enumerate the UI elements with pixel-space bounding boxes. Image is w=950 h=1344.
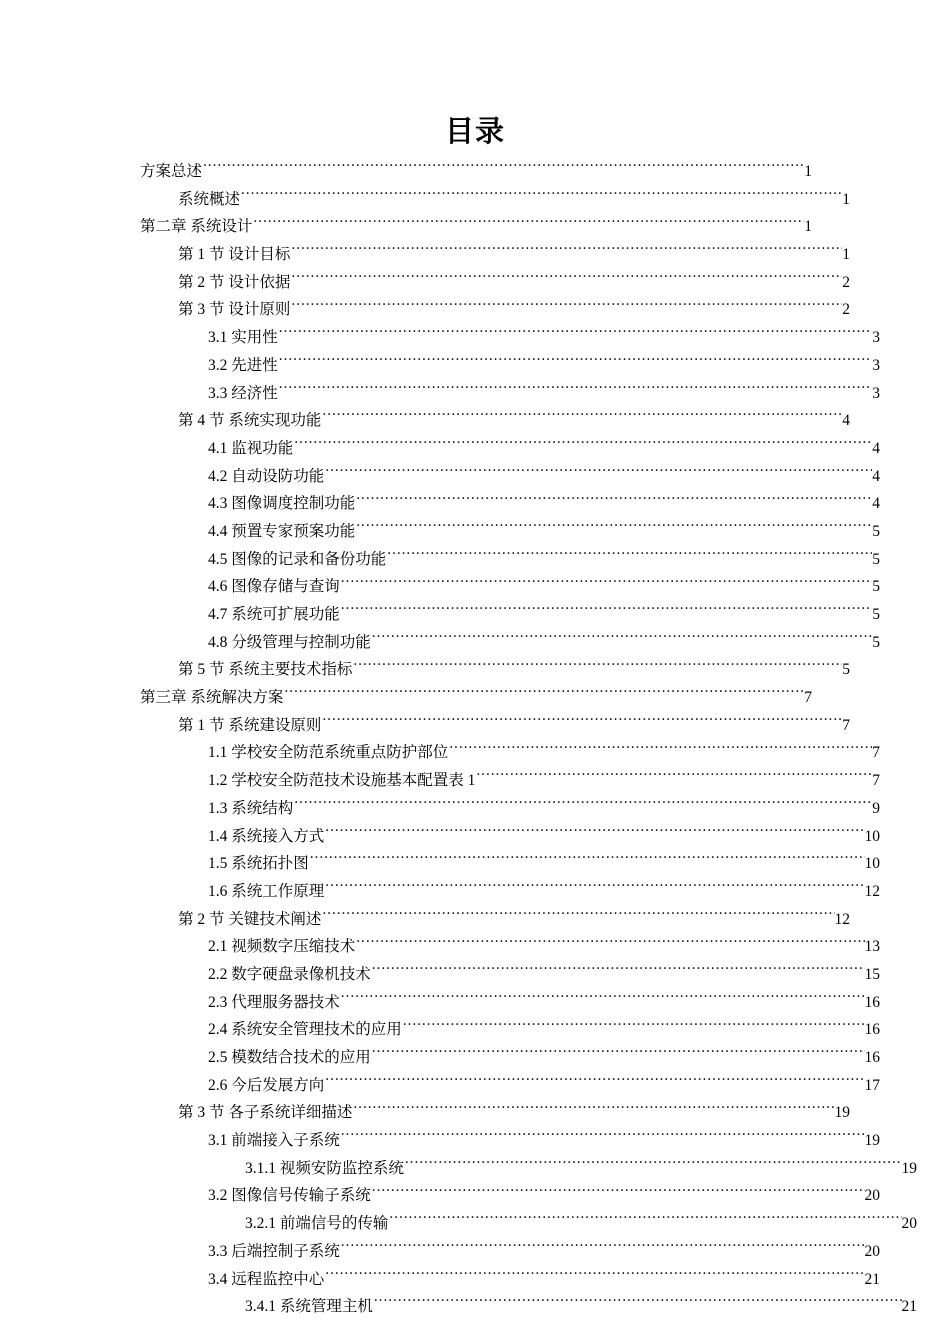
toc-entry[interactable] bbox=[208, 933, 880, 961]
toc-entry-label: 第 3 节 各子系统详细描述 bbox=[178, 1104, 353, 1122]
toc-entry[interactable] bbox=[178, 241, 850, 269]
toc-entry[interactable] bbox=[208, 1072, 880, 1100]
toc-leader-dots bbox=[356, 936, 864, 952]
toc-entry-label: 4.8 分级管理与控制功能 bbox=[208, 633, 371, 651]
toc-leader-dots bbox=[372, 1047, 865, 1063]
toc-entry[interactable] bbox=[245, 1210, 917, 1238]
toc-leader-dots bbox=[279, 327, 872, 343]
toc-entry[interactable] bbox=[245, 1293, 917, 1321]
toc-entry-label: 第 5 节 系统主要技术指标 bbox=[178, 661, 353, 679]
toc-entry-page-number: 17 bbox=[864, 1076, 880, 1094]
toc-entry-label: 方案总述 bbox=[140, 163, 203, 180]
toc-entry[interactable] bbox=[208, 435, 880, 463]
toc-leader-dots bbox=[353, 1102, 834, 1118]
toc-leader-dots bbox=[341, 991, 865, 1007]
toc-entry-page-number: 7 bbox=[842, 716, 850, 734]
toc-entry[interactable] bbox=[178, 712, 850, 740]
toc-entry-page-number: 21 bbox=[901, 1298, 917, 1316]
toc-entry-page-number: 5 bbox=[872, 550, 880, 568]
toc-entry-page-number: 3 bbox=[872, 329, 880, 347]
toc-leader-dots bbox=[279, 382, 872, 398]
toc-entry[interactable] bbox=[178, 296, 850, 324]
toc-entry-label: 3.1 前端接入子系统 bbox=[208, 1132, 340, 1150]
toc-entry-page-number: 1 bbox=[842, 246, 850, 264]
toc-entry-page-number: 4 bbox=[842, 412, 850, 430]
toc-entry[interactable] bbox=[208, 739, 880, 767]
toc-entry-label: 2.3 代理服务器技术 bbox=[208, 993, 340, 1011]
toc-entry-page-number: 5 bbox=[872, 606, 880, 623]
toc-leader-dots bbox=[341, 576, 872, 592]
toc-entry-label: 4.7 系统可扩展功能 bbox=[208, 606, 340, 623]
toc-entry-label: 4.3 图像调度控制功能 bbox=[208, 495, 356, 513]
toc-entry-page-number: 4 bbox=[872, 495, 880, 513]
toc-leader-dots bbox=[294, 797, 872, 813]
toc-entry-label: 1.3 系统结构 bbox=[208, 799, 294, 817]
toc-entry[interactable] bbox=[178, 1099, 850, 1127]
toc-entry-page-number: 2 bbox=[842, 273, 850, 291]
toc-leader-dots bbox=[341, 1240, 865, 1256]
toc-entry-label: 1.2 学校安全防范技术设施基本配置表 1 bbox=[208, 772, 476, 790]
toc-entry[interactable] bbox=[208, 850, 880, 878]
toc-leader-dots bbox=[374, 1296, 902, 1312]
toc-entry[interactable] bbox=[208, 1182, 880, 1210]
toc-entry-page-number: 12 bbox=[864, 882, 880, 900]
toc-entry-label: 第 4 节 系统实现功能 bbox=[178, 412, 322, 430]
toc-entry-label: 1.4 系统接入方式 bbox=[208, 827, 325, 845]
toc-leader-dots bbox=[341, 604, 872, 620]
toc-entry[interactable] bbox=[208, 1044, 880, 1072]
toc-leader-dots bbox=[291, 271, 842, 287]
toc-leader-dots bbox=[353, 659, 842, 675]
toc-entry[interactable] bbox=[208, 380, 880, 408]
toc-entry-page-number: 16 bbox=[864, 1049, 880, 1066]
toc-entry[interactable] bbox=[208, 518, 880, 546]
toc-leader-dots bbox=[325, 1268, 864, 1284]
toc-leader-dots bbox=[203, 161, 804, 177]
toc-entry-page-number: 16 bbox=[864, 993, 880, 1011]
toc-entry-label: 3.2.1 前端信号的传输 bbox=[245, 1215, 389, 1233]
toc-entry-page-number: 16 bbox=[864, 1021, 880, 1039]
toc-entry-label: 3.4 远程监控中心 bbox=[208, 1270, 325, 1288]
toc-entry-label: 4.1 监视功能 bbox=[208, 439, 294, 457]
toc-entry[interactable] bbox=[208, 961, 880, 989]
toc-entry-label: 4.5 图像的记录和备份功能 bbox=[208, 550, 387, 568]
toc-entry-label: 第 2 节 关键技术阐述 bbox=[178, 910, 322, 928]
toc-entry[interactable] bbox=[208, 573, 880, 601]
toc-entry[interactable] bbox=[140, 684, 812, 712]
toc-entry-page-number: 2 bbox=[842, 301, 850, 319]
toc-leader-dots bbox=[325, 880, 864, 896]
toc-entry-page-number: 12 bbox=[834, 910, 850, 928]
toc-entry[interactable] bbox=[208, 629, 880, 657]
toc-entry-page-number: 20 bbox=[864, 1242, 880, 1260]
toc-entry-label: 3.3 后端控制子系统 bbox=[208, 1242, 340, 1260]
toc-leader-dots bbox=[291, 299, 842, 315]
toc-entry[interactable] bbox=[208, 1016, 880, 1044]
toc-entry[interactable] bbox=[208, 463, 880, 491]
toc-entry-page-number: 5 bbox=[842, 661, 850, 679]
toc-entry-label: 3.2 先进性 bbox=[208, 356, 278, 374]
toc-leader-dots bbox=[322, 410, 842, 426]
toc-entry-label: 第二章 系统设计 bbox=[140, 218, 253, 236]
toc-leader-dots bbox=[279, 354, 872, 370]
toc-entry-label: 4.6 图像存储与查询 bbox=[208, 578, 340, 596]
toc-leader-dots bbox=[387, 548, 872, 564]
toc-entry-page-number: 19 bbox=[864, 1132, 880, 1150]
toc-entry[interactable] bbox=[208, 989, 880, 1017]
toc-entry[interactable] bbox=[140, 213, 812, 241]
toc-entry[interactable] bbox=[178, 906, 850, 934]
toc-entry[interactable] bbox=[178, 656, 850, 684]
toc-entry-label: 第三章 系统解决方案 bbox=[140, 689, 284, 707]
toc-leader-dots bbox=[356, 520, 872, 536]
toc-leader-dots bbox=[322, 714, 842, 730]
toc-entry[interactable] bbox=[178, 186, 850, 214]
toc-entry-page-number: 3 bbox=[872, 356, 880, 374]
toc-leader-dots bbox=[325, 465, 872, 481]
toc-entry-page-number: 3 bbox=[872, 384, 880, 402]
toc-entry-page-number: 21 bbox=[864, 1270, 880, 1288]
toc-entry-page-number: 20 bbox=[864, 1187, 880, 1205]
toc-entry-page-number: 1 bbox=[842, 190, 850, 208]
toc-entry-page-number: 4 bbox=[872, 439, 880, 457]
toc-leader-dots bbox=[325, 825, 864, 841]
toc-entry[interactable] bbox=[208, 324, 880, 352]
toc-entry[interactable] bbox=[208, 601, 880, 629]
toc-leader-dots bbox=[284, 687, 804, 703]
toc-entry[interactable] bbox=[208, 795, 880, 823]
toc-leader-dots bbox=[253, 216, 804, 232]
toc-entry-label: 3.2 图像信号传输子系统 bbox=[208, 1187, 371, 1205]
toc-entry-page-number: 5 bbox=[872, 633, 880, 651]
toc-entry-page-number: 10 bbox=[864, 827, 880, 845]
toc-entry-label: 2.1 视频数字压缩技术 bbox=[208, 938, 356, 956]
toc-entry-label: 第 3 节 设计原则 bbox=[178, 301, 291, 319]
toc-leader-dots bbox=[403, 1019, 865, 1035]
toc-entry-page-number: 9 bbox=[872, 799, 880, 817]
toc-entry-page-number: 4 bbox=[872, 467, 880, 485]
toc-entry-label: 1.1 学校安全防范系统重点防护部位 bbox=[208, 744, 449, 762]
toc-leader-dots bbox=[356, 493, 872, 509]
toc-entry[interactable] bbox=[208, 352, 880, 380]
toc-entry-label: 第 1 节 设计目标 bbox=[178, 246, 291, 264]
toc-entry-page-number: 20 bbox=[901, 1215, 917, 1233]
toc-entry-label: 3.4.1 系统管理主机 bbox=[245, 1298, 373, 1316]
toc-entry[interactable] bbox=[178, 407, 850, 435]
toc-entry-label: 第 2 节 设计依据 bbox=[178, 273, 291, 291]
toc-leader-dots bbox=[294, 437, 872, 453]
table-of-contents bbox=[140, 158, 917, 1321]
toc-entry-page-number: 5 bbox=[872, 578, 880, 596]
toc-entry-page-number: 1 bbox=[804, 218, 812, 236]
toc-entry-page-number: 13 bbox=[864, 938, 880, 956]
toc-leader-dots bbox=[372, 631, 872, 647]
toc-entry-label: 3.1.1 视频安防监控系统 bbox=[245, 1159, 404, 1177]
toc-entry-label: 2.4 系统安全管理技术的应用 bbox=[208, 1021, 402, 1039]
toc-entry-page-number: 7 bbox=[872, 744, 880, 762]
toc-entry-page-number: 1 bbox=[804, 163, 812, 180]
toc-entry[interactable] bbox=[208, 546, 880, 574]
toc-entry-label: 2.5 模数结合技术的应用 bbox=[208, 1049, 371, 1066]
toc-leader-dots bbox=[372, 1185, 865, 1201]
toc-entry-page-number: 5 bbox=[872, 522, 880, 540]
toc-leader-dots bbox=[389, 1213, 901, 1229]
toc-leader-dots bbox=[476, 770, 872, 786]
toc-entry[interactable] bbox=[208, 1266, 880, 1294]
toc-entry-page-number: 19 bbox=[901, 1159, 917, 1177]
toc-leader-dots bbox=[322, 908, 834, 924]
toc-entry-label: 2.2 数字硬盘录像机技术 bbox=[208, 965, 371, 983]
toc-leader-dots bbox=[325, 1074, 864, 1090]
toc-entry-page-number: 19 bbox=[834, 1104, 850, 1122]
toc-entry-label: 1.6 系统工作原理 bbox=[208, 882, 325, 900]
toc-entry-page-number: 7 bbox=[804, 689, 812, 707]
toc-leader-dots bbox=[341, 1130, 865, 1146]
toc-leader-dots bbox=[449, 742, 872, 758]
toc-leader-dots bbox=[291, 244, 842, 260]
toc-entry-label: 1.5 系统拓扑图 bbox=[208, 855, 309, 873]
toc-entry[interactable] bbox=[208, 1127, 880, 1155]
toc-entry-label: 4.2 自动设防功能 bbox=[208, 467, 325, 485]
toc-entry[interactable] bbox=[178, 269, 850, 297]
toc-leader-dots bbox=[241, 188, 842, 204]
toc-leader-dots bbox=[405, 1157, 902, 1173]
toc-entry[interactable] bbox=[245, 1155, 917, 1183]
toc-entry-page-number: 10 bbox=[864, 855, 880, 873]
toc-entry[interactable] bbox=[208, 490, 880, 518]
toc-entry-label: 3.3 经济性 bbox=[208, 384, 278, 402]
toc-entry-label: 第 1 节 系统建设原则 bbox=[178, 716, 322, 734]
toc-entry[interactable] bbox=[208, 878, 880, 906]
toc-entry[interactable] bbox=[208, 1238, 880, 1266]
toc-entry[interactable] bbox=[208, 767, 880, 795]
toc-entry-page-number: 15 bbox=[864, 965, 880, 983]
toc-entry-page-number: 7 bbox=[872, 772, 880, 790]
toc-entry-label: 3.1 实用性 bbox=[208, 329, 278, 347]
toc-entry-label: 2.6 今后发展方向 bbox=[208, 1076, 325, 1094]
toc-entry[interactable] bbox=[140, 158, 812, 186]
toc-leader-dots bbox=[372, 963, 865, 979]
toc-entry-label: 系统概述 bbox=[178, 190, 241, 208]
page-title: 目录 bbox=[444, 116, 505, 148]
toc-leader-dots bbox=[310, 853, 865, 869]
toc-entry-label: 4.4 预置专家预案功能 bbox=[208, 522, 356, 540]
toc-entry[interactable] bbox=[208, 823, 880, 851]
